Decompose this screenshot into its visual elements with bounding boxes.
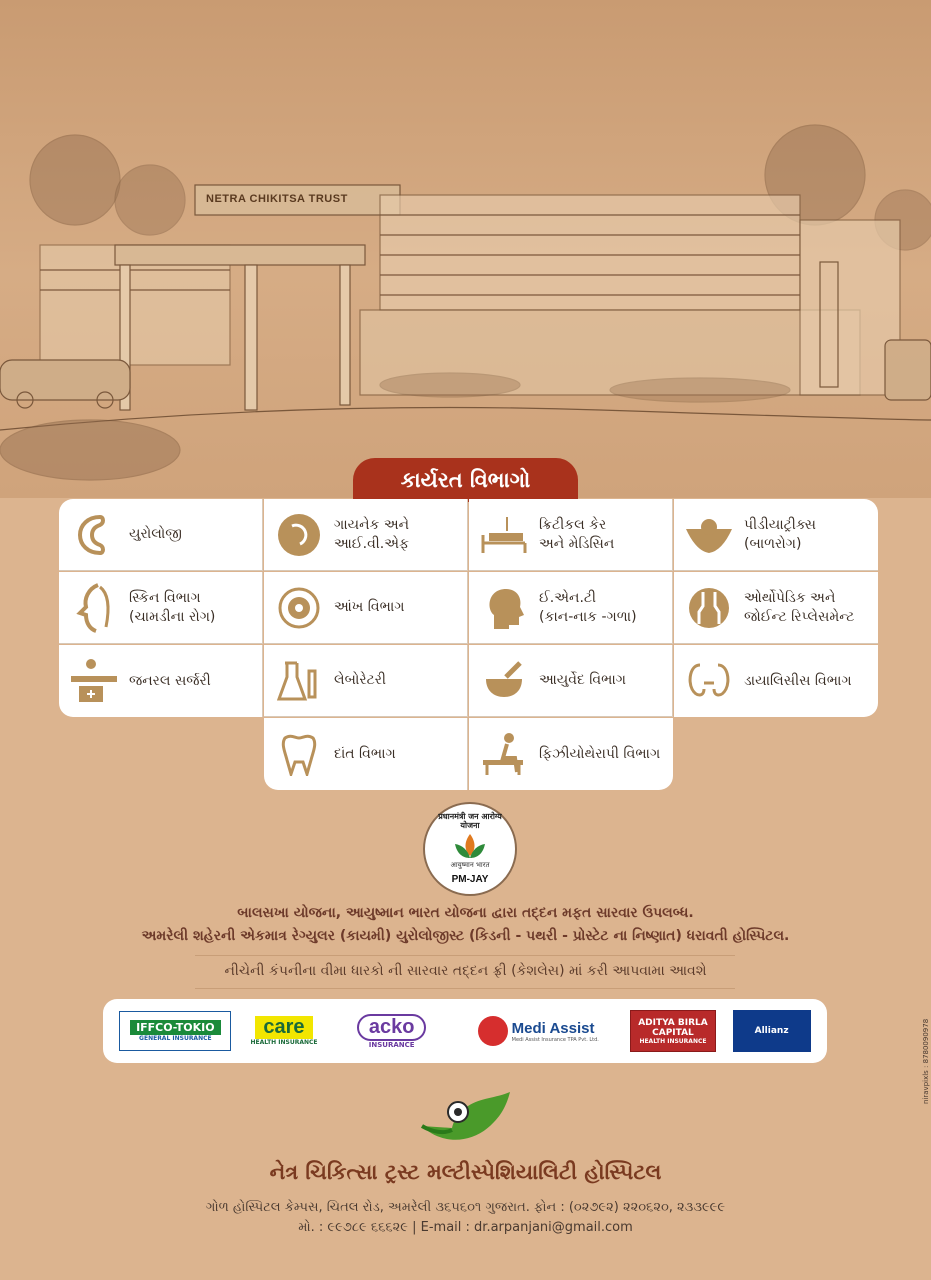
dept-label: આંખ વિભાગ [334,599,405,615]
kidney-icon [59,513,129,557]
dept-skin [59,572,263,644]
insurer-name: ADITYA BIRLA CAPITAL [638,1017,708,1038]
insurer-name: Allianz [754,1026,789,1036]
mortar-pestle-icon [469,659,539,703]
dept-critical-care [469,499,673,571]
dept-label: પીડીયાટ્રીક્સ (બાળરોગ) [744,516,816,552]
medi-assist-logo [463,1011,613,1051]
building-sketch [0,0,931,498]
insurer-sub: HEALTH INSURANCE [639,1037,707,1045]
hospital-logo [418,1088,514,1148]
dept-label: દાંત વિભાગ [334,745,396,762]
physiotherapy-icon [469,732,539,776]
dept-gynec-ivf [264,499,468,571]
face-profile-icon [59,583,129,633]
acko-logo [337,1011,447,1051]
insurer-name: acko [357,1014,427,1041]
dept-ayurveda [469,645,673,717]
ent-head-icon [469,585,539,631]
hospital-name: નેત્ર ચિકિત્સા ટ્રસ્ટ મલ્ટીસ્પેશિયાલિટી હોસ્પિટલ [269,1160,662,1184]
pmjay-bottom-text: PM-JAY [451,874,489,885]
dept-label: આયુર્વેદ વિભાગ [539,672,627,688]
surgery-icon [59,658,129,704]
aditya-birla-logo [630,1010,716,1052]
insurer-sub: Medi Assist Insurance TPA Pvt. Ltd. [511,1036,599,1043]
fetus-icon [264,512,334,558]
knee-joint-icon [674,586,744,630]
insurance-note: નીચેની કંપનીના વીમા ધારકો ની સારવાર તદ્દન ફ્રી (કેશલેસ) માં કરી આપવામા આવશે [224,963,707,979]
hospital-address: ગોળ હોસ્પિટલ કેમ્પસ, ચિતલ રોડ, અમરેલી ૩૬૫૬૦૧ ગુજરાત. ફોન : (૦૨૭૯૨) ૨૨૦૬૨૦, ૨૩૩૯૯૯ [205,1200,726,1215]
hospital-building-illustration [0,0,931,498]
dept-ent [469,572,673,644]
designer-credit: niravpixls : 8780090978 [922,1018,930,1104]
medi-assist-text [512,1020,599,1043]
hospital-contact: મો. : ૯૯૭૮૯ ૬૬૬૨૯ | E-mail : dr.arpanjani@gmail.com [298,1220,633,1235]
insurer-sub: GENERAL INSURANCE [139,1035,212,1042]
dept-label: ફિઝીયોથેરાપી વિભાગ [539,745,661,762]
dept-label: સ્કિન વિભાગ (ચામડીના રોગ) [129,589,216,625]
dept-eye [264,572,468,644]
dept-label: ઈ.એન.ટી (કાન-નાક -ગળા) [539,589,637,625]
dept-label: ક્રિટીકલ કેર અને મેડિસિન [539,516,615,552]
insurer-name: Medi Assist [511,1019,595,1037]
pmjay-logo [423,802,517,896]
urologist-info-line: અમરેલી શહેરની એકમાત્ર રેગ્યુલર (કાયમી) યુરોલોજીસ્ટ (કિડની - પથરી - પ્રોસ્ટેટ ના નિષ્ણાત) ધરાવતી હોસ્પિટલ. [141,928,790,944]
insurer-name: IFFCO-TOKIO [130,1020,221,1035]
dept-label: ઓર્થોપેડિક અને જોઈન્ટ રિપ્લેસમેન્ટ [744,589,855,625]
dept-label: યુરોલોજી [129,526,182,542]
eye-icon [264,586,334,630]
departments-title: કાર્યરત વિભાગો [353,458,578,502]
dept-pediatrics [674,499,878,571]
dept-label: ડાયાલિસીસ વિભાગ [744,672,852,689]
dept-label: લેબોરેટરી [334,672,386,688]
dept-dialysis [674,645,878,717]
hospital-sign: NETRA CHIKITSA TRUST [206,193,348,205]
dept-label: ગાયનેક અને આઈ.વી.એફ [334,516,410,552]
allianz-logo [733,1010,811,1052]
dept-label: જનરલ સર્જરી [129,672,211,689]
insurer-sub: INSURANCE [368,1040,415,1049]
iffco-tokio-logo [119,1011,231,1051]
dept-general-surgery [59,645,263,717]
care-logo [248,1011,320,1051]
insurer-name: care [255,1016,312,1039]
insurance-partners [103,999,827,1063]
eye-leaf-icon [418,1088,514,1148]
hospital-bed-icon [469,515,539,555]
dept-laboratory [264,645,468,717]
dept-dental [264,718,468,790]
insurer-sub: HEALTH INSURANCE [250,1039,318,1046]
dept-orthopedic [674,572,878,644]
dept-physiotherapy [469,718,673,790]
divider [195,988,735,989]
pmjay-center-text: आयुष्मान भारत [450,861,490,869]
baby-hands-icon [674,515,744,555]
medi-assist-icon [478,1016,508,1046]
dept-urology [59,499,263,571]
scheme-info-line: બાલસખા યોજના, આયુષ્માન ભારત યોજના દ્વારા તદ્દન મફત સારવાર ઉપલબ્ધ. [237,905,694,921]
divider [195,955,735,956]
tooth-icon [264,732,334,776]
lab-flask-icon [264,659,334,703]
pmjay-top-text: प्रधानमंत्री जन आरोग्य योजना [438,812,502,830]
dialysis-kidney-icon [674,661,744,701]
